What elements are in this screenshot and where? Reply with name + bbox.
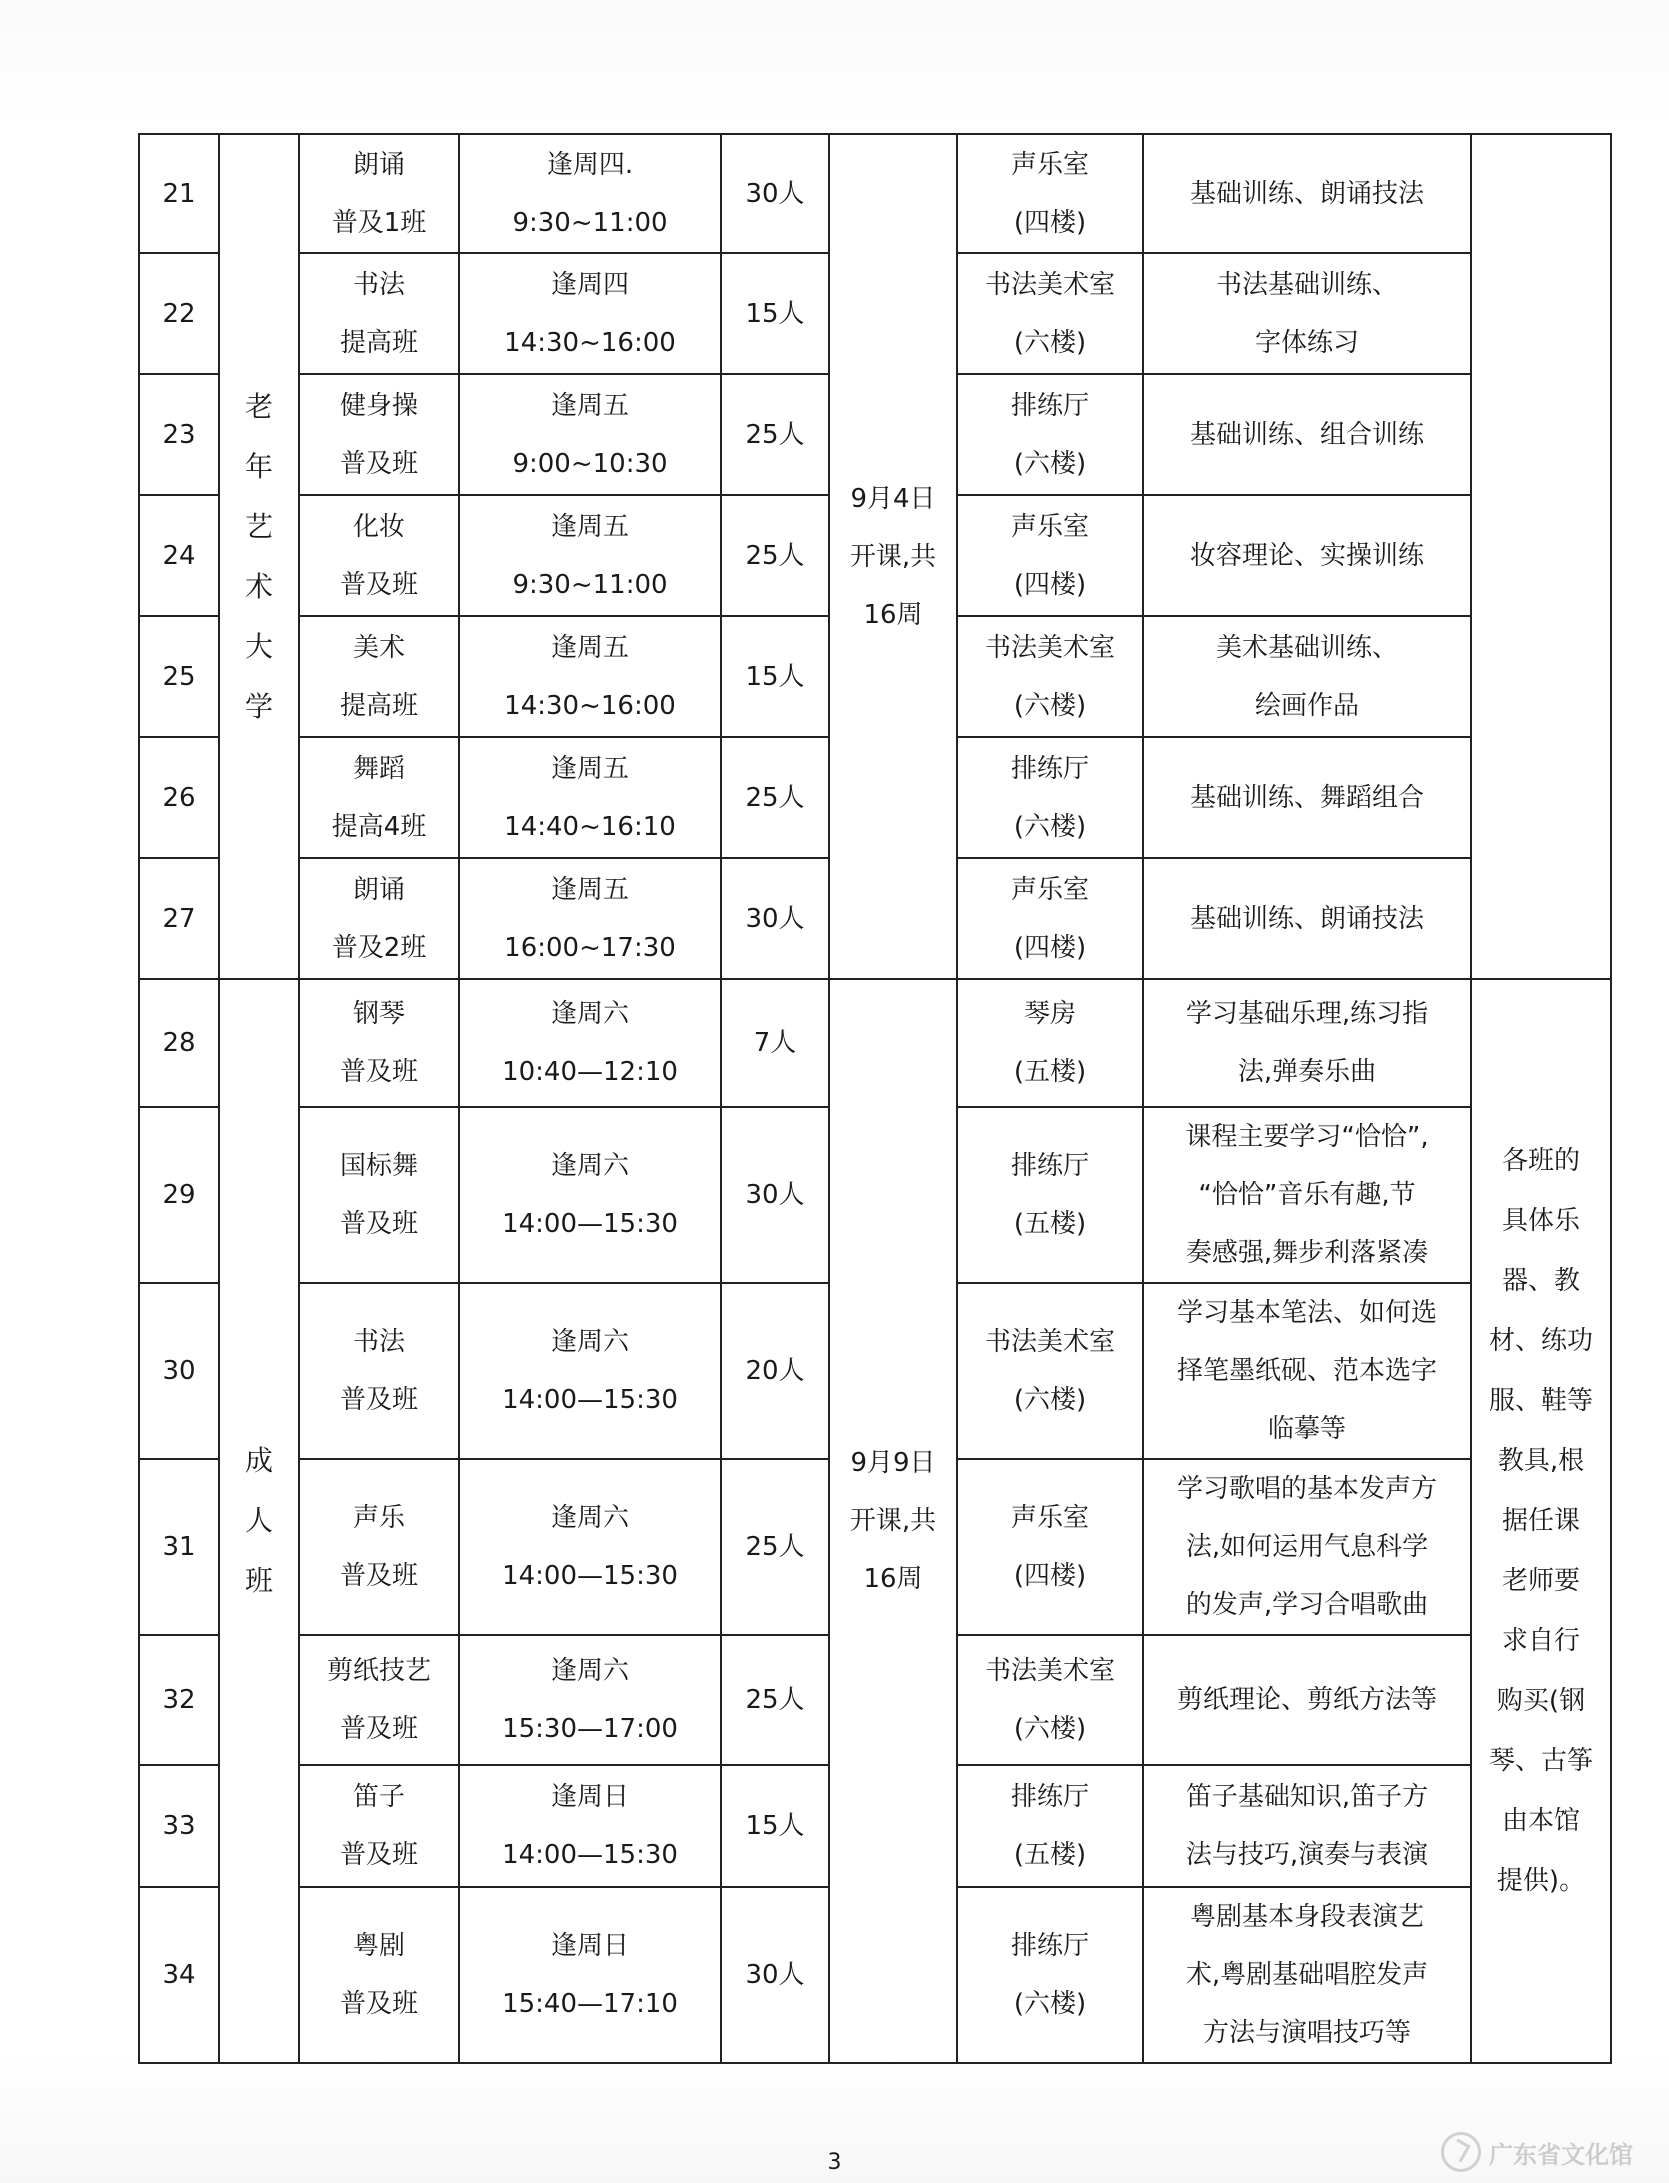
course-schedule-table [138,133,1612,2064]
class-time: 逢周六 14:00—15:30 [459,1107,721,1283]
course-content: 基础训练、舞蹈组合 [1143,737,1471,858]
classroom: 琴房 (五楼) [957,979,1143,1107]
class-size: 25人 [721,737,829,858]
table-row [139,979,1611,1107]
course-content: 妆容理论、实操训练 [1143,495,1471,616]
course-name: 舞蹈 提高4班 [299,737,459,858]
classroom: 书法美术室 (六楼) [957,616,1143,737]
classroom: 声乐室 (四楼) [957,134,1143,253]
course-name: 书法 提高班 [299,253,459,374]
row-number: 31 [139,1459,219,1635]
course-content: 书法基础训练、 字体练习 [1143,253,1471,374]
class-time: 逢周四 14:30~16:00 [459,253,721,374]
row-number: 30 [139,1283,219,1459]
course-name: 钢琴 普及班 [299,979,459,1107]
class-size: 30人 [721,858,829,979]
class-size: 15人 [721,616,829,737]
class-time: 逢周五 9:00~10:30 [459,374,721,495]
class-time: 逢周五 14:40~16:10 [459,737,721,858]
class-time: 逢周日 14:00—15:30 [459,1765,721,1887]
row-number: 28 [139,979,219,1107]
class-size: 25人 [721,1635,829,1765]
class-time: 逢周四. 9:30~11:00 [459,134,721,253]
classroom: 声乐室 (四楼) [957,1459,1143,1635]
classroom: 排练厅 (五楼) [957,1107,1143,1283]
course-content: 粤剧基本身段表演艺 术,粤剧基础唱腔发声 方法与演唱技巧等 [1143,1887,1471,2063]
logo-icon [1441,2132,1481,2172]
course-content: 基础训练、朗诵技法 [1143,858,1471,979]
class-size: 7人 [721,979,829,1107]
class-size: 20人 [721,1283,829,1459]
course-name: 声乐 普及班 [299,1459,459,1635]
class-time: 逢周六 15:30—17:00 [459,1635,721,1765]
classroom: 声乐室 (四楼) [957,495,1143,616]
course-name: 粤剧 普及班 [299,1887,459,2063]
materials-note: 各班的 具体乐 器、教 材、练功 服、鞋等 教具,根 据任课 老师要 求自行 购买(钢 琴、古筝 由本馆 提供)。 [1471,979,1611,2063]
course-content: 基础训练、朗诵技法 [1143,134,1471,253]
row-number: 23 [139,374,219,495]
start-date-adult: 9月9日 开课,共 16周 [829,979,957,2063]
course-name: 健身操 普及班 [299,374,459,495]
course-content: 剪纸理论、剪纸方法等 [1143,1635,1471,1765]
course-content: 学习基本笔法、如何选 择笔墨纸砚、范本选字 临摹等 [1143,1283,1471,1459]
class-time: 逢周五 16:00~17:30 [459,858,721,979]
course-name: 笛子 普及班 [299,1765,459,1887]
classroom: 书法美术室 (六楼) [957,1283,1143,1459]
class-time: 逢周五 14:30~16:00 [459,616,721,737]
table-row [139,134,1611,253]
class-size: 30人 [721,1887,829,2063]
class-time: 逢周日 15:40—17:10 [459,1887,721,2063]
logo-text: 广东省文化馆 [1489,2140,1633,2169]
course-content: 学习基础乐理,练习指 法,弹奏乐曲 [1143,979,1471,1107]
course-name: 美术 提高班 [299,616,459,737]
row-number: 25 [139,616,219,737]
start-date-elderly: 9月4日 开课,共 16周 [829,134,957,979]
course-content: 笛子基础知识,笛子方 法与技巧,演奏与表演 [1143,1765,1471,1887]
course-name: 剪纸技艺 普及班 [299,1635,459,1765]
row-number: 29 [139,1107,219,1283]
row-number: 24 [139,495,219,616]
classroom: 书法美术室 (六楼) [957,1635,1143,1765]
group-label-elderly: 老 年 艺 术 大 学 [219,134,299,979]
course-content: 课程主要学习“恰恰”, “恰恰”音乐有趣,节 奏感强,舞步利落紧凑 [1143,1107,1471,1283]
watermark-logo [1441,2132,1641,2172]
class-time: 逢周六 14:00—15:30 [459,1283,721,1459]
row-number: 32 [139,1635,219,1765]
classroom: 排练厅 (六楼) [957,374,1143,495]
class-size: 25人 [721,1459,829,1635]
class-size: 30人 [721,1107,829,1283]
course-name: 朗诵 普及1班 [299,134,459,253]
note-blank [1471,134,1611,979]
row-number: 33 [139,1765,219,1887]
class-size: 30人 [721,134,829,253]
class-time: 逢周六 14:00—15:30 [459,1459,721,1635]
course-content: 美术基础训练、 绘画作品 [1143,616,1471,737]
page-number: 3 [827,2150,842,2175]
class-time: 逢周五 9:30~11:00 [459,495,721,616]
class-size: 25人 [721,495,829,616]
course-content: 基础训练、组合训练 [1143,374,1471,495]
course-content: 学习歌唱的基本发声方 法,如何运用气息科学 的发声,学习合唱歌曲 [1143,1459,1471,1635]
course-name: 国标舞 普及班 [299,1107,459,1283]
class-size: 15人 [721,253,829,374]
classroom: 声乐室 (四楼) [957,858,1143,979]
schedule-body [139,134,1611,2063]
row-number: 27 [139,858,219,979]
classroom: 排练厅 (五楼) [957,1765,1143,1887]
classroom: 排练厅 (六楼) [957,737,1143,858]
row-number: 22 [139,253,219,374]
classroom: 书法美术室 (六楼) [957,253,1143,374]
class-size: 15人 [721,1765,829,1887]
row-number: 34 [139,1887,219,2063]
group-label-adult: 成 人 班 [219,979,299,2063]
course-name: 书法 普及班 [299,1283,459,1459]
classroom: 排练厅 (六楼) [957,1887,1143,2063]
course-name: 化妆 普及班 [299,495,459,616]
course-name: 朗诵 普及2班 [299,858,459,979]
class-time: 逢周六 10:40—12:10 [459,979,721,1107]
row-number: 21 [139,134,219,253]
class-size: 25人 [721,374,829,495]
row-number: 26 [139,737,219,858]
